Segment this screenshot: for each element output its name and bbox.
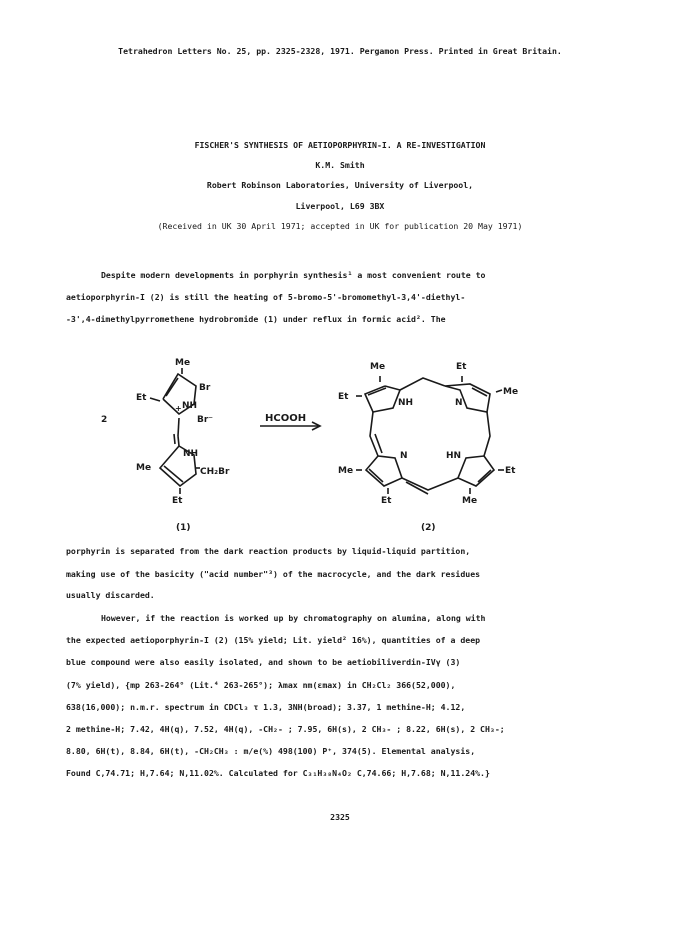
paragraph-2-line: porphyrin is separated from the dark reaction products by liquid-liquid partition, bbox=[66, 546, 471, 556]
received-dates: (Received in UK 30 April 1971; accepted in UK for publication 20 May 1971) bbox=[157, 221, 523, 231]
paragraph-3-line: blue compound were also easily isolated, and shown to be aetiobiliverdin-IVγ (3) bbox=[66, 657, 461, 667]
compound-1-label: (1) bbox=[176, 523, 191, 533]
c1-nh-plus-label: NH bbox=[182, 401, 198, 411]
c1-plus-charge: + bbox=[175, 404, 182, 413]
author: K.M. Smith bbox=[315, 160, 365, 170]
methine-bridge bbox=[178, 418, 179, 436]
paragraph-2-line: usually discarded. bbox=[66, 590, 155, 600]
c1-ch2br-label: CH₂Br bbox=[200, 467, 230, 477]
c2-hn-label: HN bbox=[446, 451, 462, 461]
c2-n-label: N bbox=[455, 398, 463, 408]
c1-ethyl-label: Et bbox=[136, 393, 147, 403]
journal-header: Tetrahedron Letters No. 25, pp. 2325-2328, 1971. Pergamon Press. Printed in Great Britain. bbox=[118, 46, 562, 56]
c2-nh-label: NH bbox=[398, 398, 414, 408]
c2-ethyl-label: Et bbox=[381, 496, 392, 506]
paragraph-1-line: aetioporphyrin-I (2) is still the heating of 5-bromo-5'-bromomethyl-3,4'-diethyl- bbox=[66, 292, 466, 302]
paragraph-2-line: making use of the basicity ("acid number"³) of the macrocycle, and the dark residues bbox=[66, 569, 481, 579]
stoichiometry-coefficient: 2 bbox=[101, 415, 108, 425]
paragraph-3-line: 2 methine-H; 7.42, 4H(q), 7.52, 4H(q), -CH₂- ; 7.95, 6H(s), 2 CH₃- ; 8.22, 6H(s), 2 CH₃-; bbox=[66, 724, 505, 734]
page-number: 2325 bbox=[330, 812, 350, 822]
c2-methyl-label: Me bbox=[338, 466, 354, 476]
c2-methyl-label: Me bbox=[370, 362, 386, 372]
c2-methyl-label: Me bbox=[462, 496, 478, 506]
affiliation-line-2: Liverpool, L69 3BX bbox=[295, 201, 385, 211]
article-title: FISCHER'S SYNTHESIS OF AETIOPORPHYRIN-I. A RE-INVESTIGATION bbox=[194, 140, 486, 150]
paragraph-3-line: (7% yield), {mp 263-264° (Lit.⁴ 263-265°); λmax nm(εmax) in CH₂Cl₂ 366(52,000), bbox=[66, 680, 456, 690]
c1-ethyl-bottom-label: Et bbox=[172, 496, 183, 506]
porphyrin-macrocycle bbox=[356, 376, 504, 494]
c2-ethyl-label: Et bbox=[456, 362, 467, 372]
paragraph-3-line: the expected aetioporphyrin-I (2) (15% yield; Lit. yield² 16%), quantities of a deep bbox=[66, 635, 481, 645]
paragraph-3-line: 638(16,000); n.m.r. spectrum in CDCl₃ τ 1.3, 3NH(broad); 3.37, 1 methine-H; 4.12, bbox=[66, 702, 466, 712]
c1-nh-label: NH bbox=[183, 449, 199, 459]
c2-ethyl-label: Et bbox=[338, 392, 349, 402]
paragraph-3-line: However, if the reaction is worked up by chromatography on alumina, along with bbox=[101, 613, 486, 623]
paragraph-1-line: -3',4-dimethylpyrromethene hydrobromide (1) under reflux in formic acid². The bbox=[66, 314, 446, 324]
compound-2-label: (2) bbox=[421, 523, 436, 533]
c2-ethyl-label: Et bbox=[505, 466, 516, 476]
c2-methyl-label: Me bbox=[503, 387, 519, 397]
paragraph-1-line: Despite modern developments in porphyrin synthesis¹ a most convenient route to bbox=[101, 270, 486, 280]
affiliation-line-1: Robert Robinson Laboratories, University of Liverpool, bbox=[206, 180, 474, 190]
paragraph-3-line: Found C,74.71; H,7.64; N,11.02%. Calculated for C₃₁H₃₈N₄O₂ C,74.66; H,7.68; N,11.24%.} bbox=[66, 768, 490, 778]
c1-methyl-left-label: Me bbox=[136, 463, 152, 473]
c2-n-label: N bbox=[400, 451, 408, 461]
reagent-label: HCOOH bbox=[265, 413, 307, 424]
c1-bromide-label: Br⁻ bbox=[197, 415, 214, 425]
c1-methyl-label: Me bbox=[175, 358, 191, 368]
paragraph-3-line: 8.80, 6H(t), 8.84, 6H(t), -CH₂CH₃ : m/e(%) 498(100) P⁺, 374(5). Elemental analysis, bbox=[66, 746, 476, 756]
c1-bromo-label: Br bbox=[199, 383, 211, 393]
reaction-scheme bbox=[0, 338, 680, 538]
